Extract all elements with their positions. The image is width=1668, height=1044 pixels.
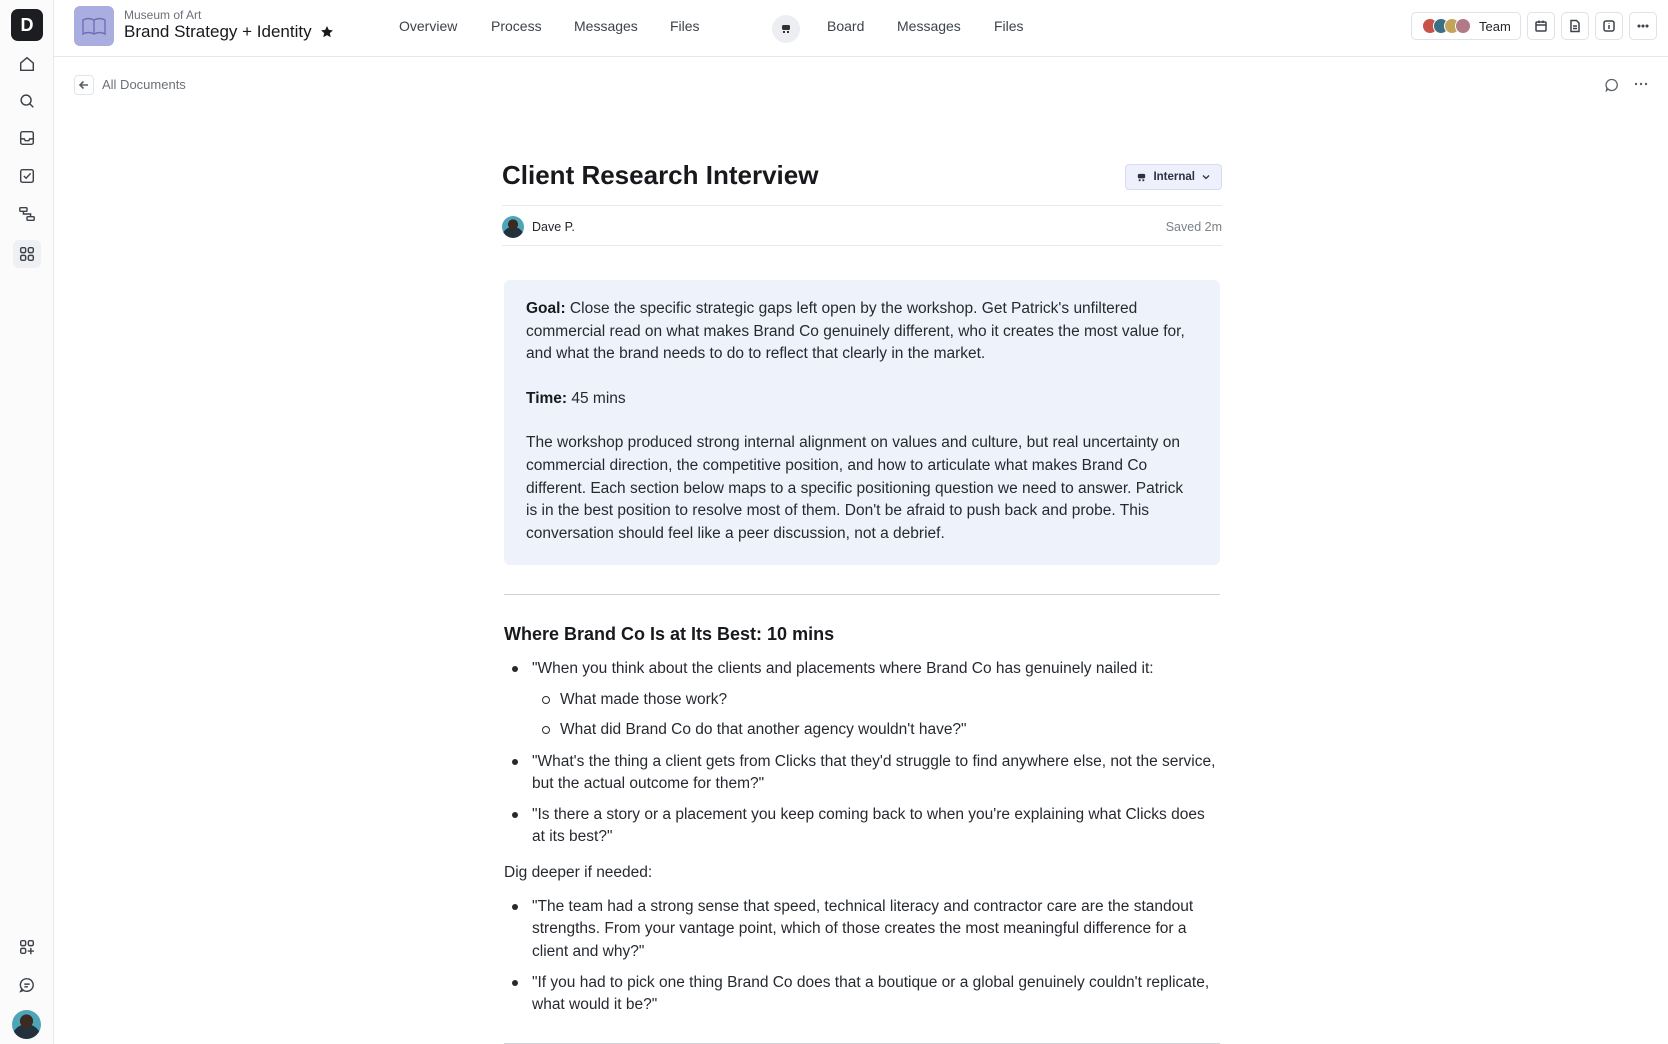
divider — [504, 594, 1220, 595]
list-item[interactable]: "Is there a story or a placement you keep coming back to when you're explaining what Clicks does at its best?" — [532, 804, 1218, 849]
nav-messages-2[interactable]: Messages — [897, 18, 961, 34]
time-text: 45 mins — [567, 389, 626, 407]
goal-text: Close the specific strategic gaps left open by the workshop. Get Patrick's unfiltered commercial read on what makes Brand Co genuinely different, who it creates the most value for, and what the brand needs to do to reflect that clearly in the market. — [526, 300, 1185, 363]
nav-messages[interactable]: Messages — [574, 18, 638, 34]
project-thumbnail[interactable] — [74, 6, 114, 46]
chat-icon[interactable] — [13, 971, 41, 999]
list-item[interactable]: "The team had a strong sense that speed, technical literacy and contractor care are the standout strengths. From your vantage point, which of those creates the most meaningful difference for a client and why?" — [532, 896, 1218, 963]
all-documents-link[interactable]: All Documents — [102, 77, 186, 92]
left-rail — [0, 0, 54, 1044]
chevron-down-icon — [1201, 172, 1211, 182]
goal-label: Goal: — [526, 300, 566, 317]
goal-paragraph — [526, 298, 1198, 366]
doc-title[interactable]: Client Research Interview — [502, 160, 819, 190]
back-arrow-icon[interactable] — [74, 75, 94, 95]
list-item[interactable]: "What's the thing a client gets from Clicks that they'd struggle to find anywhere else, not the service, but the actual outcome for them?" — [532, 751, 1218, 796]
section-heading[interactable]: Where Brand Co Is at Its Best: 10 mins — [504, 624, 835, 644]
nav-files[interactable]: Files — [670, 18, 700, 34]
tasks-icon[interactable] — [13, 162, 41, 190]
team-label: Team — [1479, 18, 1511, 34]
doc-more-icon[interactable] — [1633, 76, 1649, 92]
workflow-icon[interactable] — [13, 200, 41, 228]
inbox-icon[interactable] — [13, 124, 41, 152]
calendar-icon[interactable] — [1527, 12, 1555, 40]
user-avatar[interactable] — [12, 1010, 41, 1039]
team-space-icon[interactable] — [772, 15, 800, 43]
team-space-icon — [1136, 172, 1147, 183]
doc-meta-bar — [502, 205, 1222, 246]
nav-process[interactable]: Process — [491, 18, 542, 34]
home-icon[interactable] — [13, 50, 41, 78]
author-name[interactable]: Dave P. — [532, 220, 575, 234]
goal-callout[interactable] — [504, 280, 1220, 565]
time-paragraph — [526, 388, 1198, 411]
project-title: Brand Strategy + Identity — [124, 22, 312, 41]
intro-paragraph: The workshop produced strong internal alignment on values and culture, but real uncertainty on commercial direction, the competitive position, and how to articulate what makes Brand Co different. Each section below maps to a specific positioning question we need to answer. Patrick is in the best position to resolve most of them. Don't be afraid to push back and probe. This conversation should feel like a peer discussion, not a debrief. — [526, 434, 1184, 542]
star-icon[interactable] — [320, 25, 334, 39]
app-logo[interactable]: D — [11, 9, 43, 41]
nav-board[interactable]: Board — [827, 18, 865, 34]
visibility-dropdown[interactable] — [1125, 164, 1222, 190]
sub-list-item[interactable]: What did Brand Co do that another agency wouldn't have?" — [560, 719, 1210, 741]
nav-files-2[interactable]: Files — [994, 18, 1024, 34]
book-icon — [81, 16, 107, 36]
document-icon[interactable] — [1561, 12, 1589, 40]
project-title-wrap[interactable] — [124, 22, 334, 42]
visibility-label: Internal — [1153, 171, 1195, 183]
search-icon[interactable] — [13, 87, 41, 115]
top-bar — [54, 0, 1668, 57]
saved-status: Saved 2m — [1165, 220, 1222, 234]
more-options-icon[interactable] — [1629, 12, 1657, 40]
apps-icon[interactable] — [13, 240, 41, 268]
list-item[interactable]: "If you had to pick one thing Brand Co does that a boutique or a global genuinely couldn't replicate, what would it be?" — [532, 972, 1218, 1017]
sub-list-item[interactable]: What made those work? — [560, 689, 1210, 711]
team-avatars — [1422, 18, 1471, 34]
time-label: Time: — [526, 389, 568, 407]
nav-overview[interactable]: Overview — [399, 18, 458, 34]
comment-icon[interactable] — [1604, 77, 1620, 93]
dig-deeper-label[interactable]: Dig deeper if needed: — [504, 864, 653, 881]
list-item[interactable]: "When you think about the clients and placements where Brand Co has genuinely nailed it: — [532, 658, 1218, 680]
author-avatar[interactable] — [502, 216, 524, 238]
add-apps-icon[interactable] — [13, 933, 41, 961]
team-button[interactable] — [1411, 12, 1521, 40]
org-name[interactable]: Museum of Art — [124, 8, 202, 22]
info-icon[interactable] — [1595, 12, 1623, 40]
